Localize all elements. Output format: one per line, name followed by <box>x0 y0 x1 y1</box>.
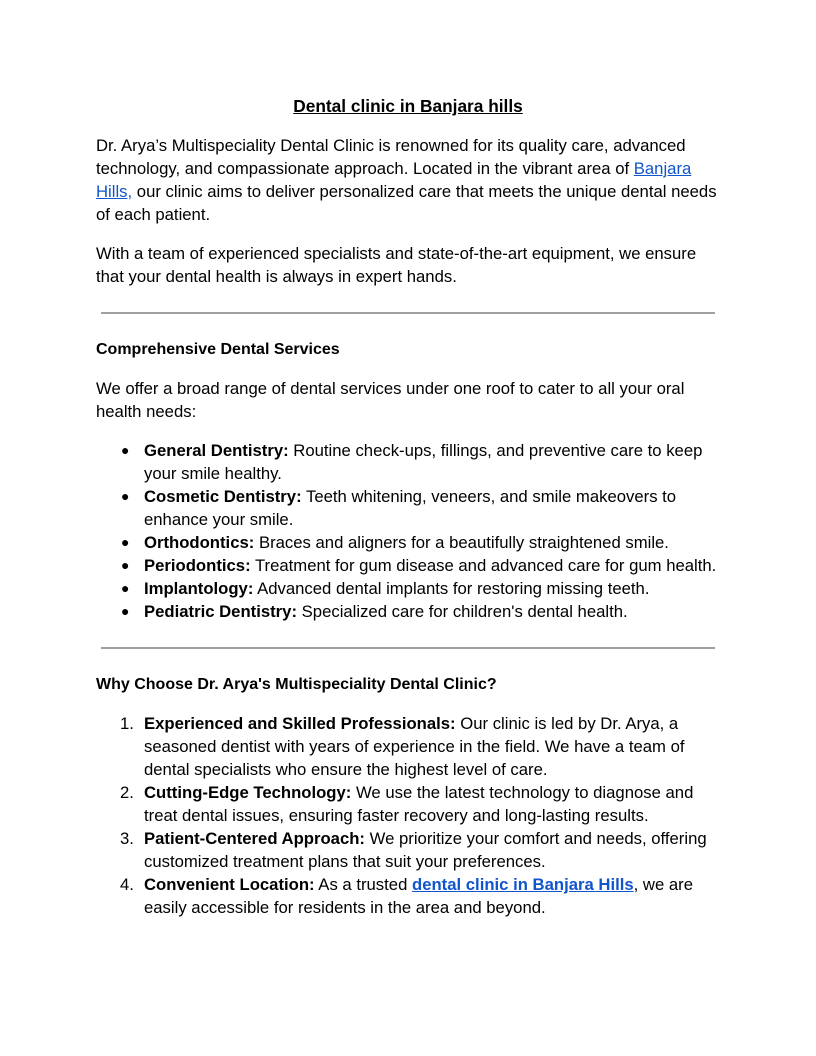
intro-text-before: Dr. Arya’s Multispeciality Dental Clinic is renowned for its quality care, advanced technology, and compassionate approach. Located in the vibrant area of <box>96 136 686 178</box>
why-term: Patient-Centered Approach: <box>144 829 365 848</box>
services-list <box>96 439 720 623</box>
service-term: Pediatric Dentistry: <box>144 602 298 621</box>
intro-text-after: our clinic aims to deliver personalized care that meets the unique dental needs of each patient. <box>96 182 717 224</box>
why-text-before: As a trusted <box>314 875 412 894</box>
bullet-icon: ● <box>121 442 130 458</box>
list-number: 2. <box>120 783 134 802</box>
service-text: Teeth whitening, veneers, and smile makeovers to enhance your smile. <box>144 487 677 529</box>
intro-paragraph-1 <box>96 134 720 226</box>
dental-clinic-link[interactable]: dental clinic in Banjara Hills <box>412 875 634 894</box>
banjara-hills-link[interactable]: Banjara Hills, <box>96 159 692 201</box>
why-text-after: , we are easily accessible for residents in the area and beyond. <box>144 875 694 917</box>
list-item <box>121 485 720 531</box>
why-list <box>96 712 720 919</box>
list-item <box>120 827 720 873</box>
list-item <box>121 554 720 577</box>
intro-paragraph-2: With a team of experienced specialists and state-of-the-art equipment, we ensure that your dental health is always in expert hands. <box>96 244 697 286</box>
service-term: General Dentistry: <box>144 441 289 460</box>
horizontal-rule-1 <box>101 312 715 314</box>
service-text: Routine check-ups, fillings, and preventive care to keep your smile healthy. <box>144 441 703 483</box>
service-text: Treatment for gum disease and advanced care for gum health. <box>250 556 717 575</box>
list-number: 3. <box>120 829 134 848</box>
bullet-icon: ● <box>121 557 130 573</box>
list-item <box>121 577 720 600</box>
service-term: Implantology: <box>144 579 254 598</box>
bullet-icon: ● <box>121 580 130 596</box>
list-number: 4. <box>120 875 134 894</box>
page-title: Dental clinic in Banjara hills <box>293 96 523 116</box>
services-intro: We offer a broad range of dental services under one roof to cater to all your oral health needs: <box>96 379 685 421</box>
list-item <box>121 600 720 623</box>
why-text: We use the latest technology to diagnose and treat dental issues, ensuring faster recovery and long-lasting results. <box>144 783 694 825</box>
list-item <box>120 781 720 827</box>
why-term: Convenient Location: <box>144 875 315 894</box>
service-text: Specialized care for children's dental health. <box>297 602 628 621</box>
service-term: Orthodontics: <box>144 533 255 552</box>
why-heading: Why Choose Dr. Arya's Multispeciality Dental Clinic? <box>96 676 497 693</box>
why-text: Our clinic is led by Dr. Arya, a seasoned dentist with years of experience in the field. We have a team of dental specialists who ensure the highest level of care. <box>144 714 685 779</box>
horizontal-rule-2 <box>101 647 715 649</box>
list-item <box>121 439 720 485</box>
why-term: Experienced and Skilled Professionals: <box>144 714 456 733</box>
list-item <box>121 531 720 554</box>
bullet-icon: ● <box>121 534 130 550</box>
services-heading: Comprehensive Dental Services <box>96 341 340 358</box>
why-term: Cutting-Edge Technology: <box>144 783 352 802</box>
list-number: 1. <box>120 714 134 733</box>
bullet-icon: ● <box>121 488 130 504</box>
list-item <box>120 712 720 781</box>
service-term: Cosmetic Dentistry: <box>144 487 302 506</box>
service-text: Braces and aligners for a beautifully straightened smile. <box>254 533 669 552</box>
service-term: Periodontics: <box>144 556 251 575</box>
service-text: Advanced dental implants for restoring missing teeth. <box>253 579 650 598</box>
why-text: We prioritize your comfort and needs, offering customized treatment plans that suit your preferences. <box>144 829 707 871</box>
list-item <box>120 873 720 919</box>
bullet-icon: ● <box>121 603 130 619</box>
